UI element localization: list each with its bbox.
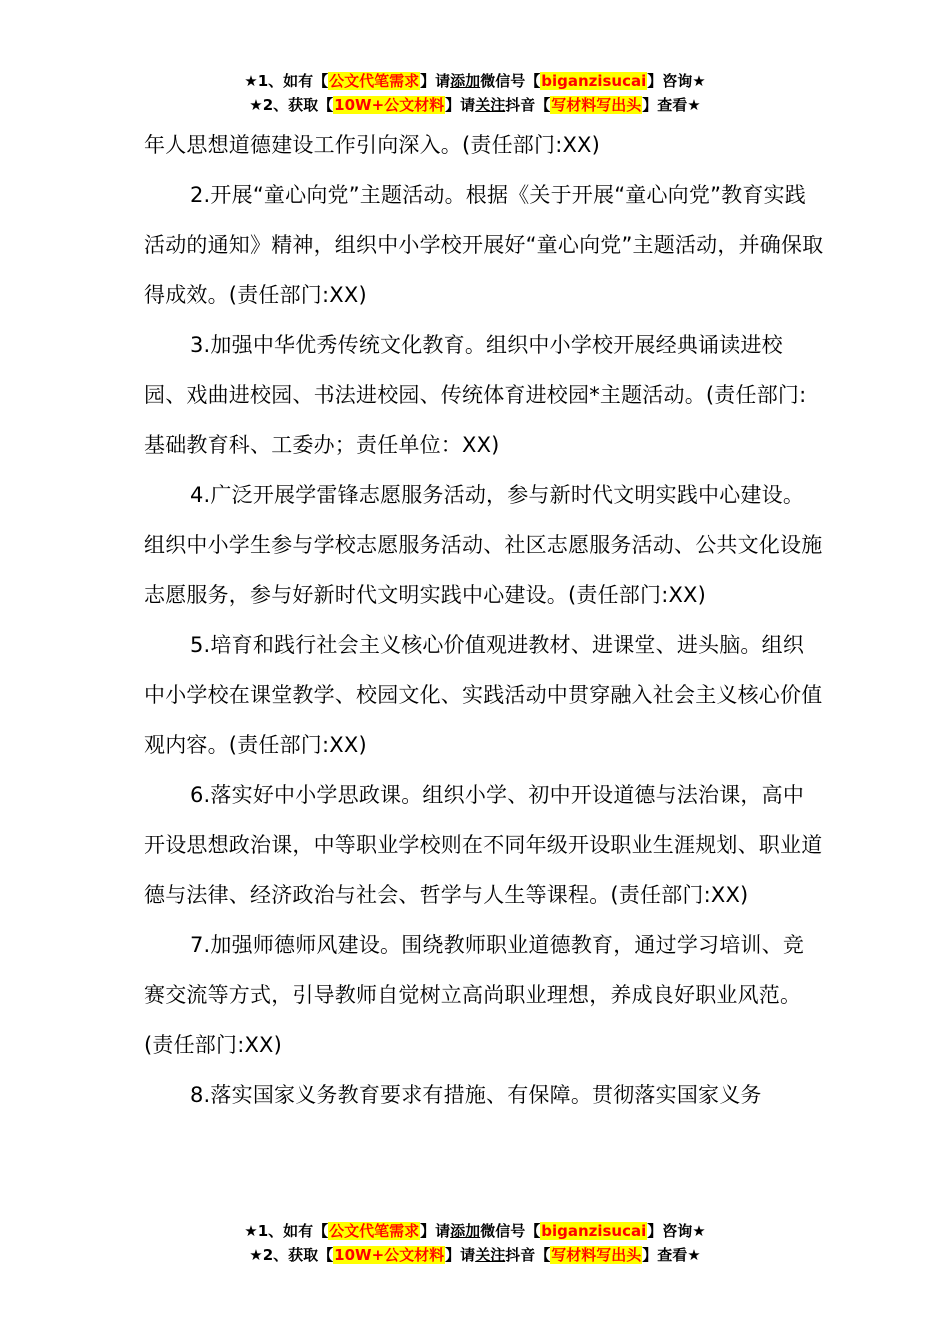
star-icon: ★ (692, 1222, 706, 1240)
promo-text: 1、如有【 (257, 1222, 329, 1240)
promo-text: 】查看 (642, 96, 688, 114)
promo-line-2 (0, 93, 950, 117)
promo-highlight: 10W+公文材料 (334, 1246, 445, 1264)
promo-text: 】请 (420, 72, 451, 90)
promo-highlight: biganzisucai (541, 1222, 647, 1240)
star-icon: ★ (692, 72, 706, 90)
paragraph-item-5: 5.培育和践行社会主义核心价值观进教材、进课堂、进头脑。组织中小学校在课堂教学、校园文化、实践活动中贯穿融入社会主义核心价值观内容。(责任部门:XX) (144, 633, 823, 757)
promo-text: 】查看 (642, 1246, 688, 1264)
promo-text: 】咨询 (647, 1222, 693, 1240)
promo-line-1 (0, 1219, 950, 1243)
promo-text: 2、获取【 (262, 1246, 334, 1264)
promo-highlight: 写材料写出头 (551, 96, 642, 114)
promo-banner-bottom (0, 1219, 950, 1267)
star-icon: ★ (244, 1222, 258, 1240)
promo-line-2 (0, 1243, 950, 1267)
promo-highlight: biganzisucai (541, 72, 647, 90)
promo-underlined: 关注 (475, 96, 506, 114)
paragraph-item-2: 2.开展“童心向党”主题活动。根据《关于开展“童心向党”教育实践活动的通知》精神，组织中小学校开展好“童心向党”主题活动，并确保取得成效。(责任部门:XX) (144, 183, 824, 307)
paragraph-item-8: 8.落实国家义务教育要求有措施、有保障。贯彻落实国家义务 (190, 1083, 762, 1107)
promo-text: 】请 (445, 96, 476, 114)
star-icon: ★ (244, 72, 258, 90)
promo-highlight: 10W+公文材料 (334, 96, 445, 114)
promo-highlight: 公文代笔需求 (329, 72, 420, 90)
promo-underlined: 添加 (450, 1222, 481, 1240)
promo-banner-top (0, 69, 950, 117)
document-body (144, 120, 824, 1120)
paragraph-item-6: 6.落实好中小学思政课。组织小学、初中开设道德与法治课，高中开设思想政治课，中等职业学校则在不同年级开设职业生涯规划、职业道德与法律、经济政治与社会、哲学与人生等课程。(责任部门:XX) (144, 783, 823, 907)
promo-underlined: 添加 (450, 72, 481, 90)
star-icon: ★ (249, 96, 263, 114)
promo-text: 2、获取【 (262, 96, 334, 114)
promo-text: 微信号【 (480, 72, 541, 90)
promo-text: 1、如有【 (257, 72, 329, 90)
promo-highlight: 写材料写出头 (551, 1246, 642, 1264)
promo-underlined: 关注 (475, 1246, 506, 1264)
paragraph-item-7: 7.加强师德师风建设。围绕教师职业道德教育，通过学习培训、竞赛交流等方式，引导教师自觉树立高尚职业理想，养成良好职业风范。(责任部门:XX) (144, 933, 805, 1057)
paragraph-item-3: 3.加强中华优秀传统文化教育。组织中小学校开展经典诵读进校园、戏曲进校园、书法进校园、传统体育进校园*主题活动。(责任部门:基础教育科、工委办；责任单位：XX) (144, 333, 807, 457)
promo-line-1 (0, 69, 950, 93)
promo-text: 】请 (420, 1222, 451, 1240)
promo-highlight: 公文代笔需求 (329, 1222, 420, 1240)
star-icon: ★ (687, 1246, 701, 1264)
promo-text: 】请 (445, 1246, 476, 1264)
promo-text: 】咨询 (647, 72, 693, 90)
paragraph-item-4: 4.广泛开展学雷锋志愿服务活动，参与新时代文明实践中心建设。组织中小学生参与学校志愿服务活动、社区志愿服务活动、公共文化设施志愿服务，参与好新时代文明实践中心建设。(责任部门:XX) (144, 483, 823, 607)
star-icon: ★ (687, 96, 701, 114)
star-icon: ★ (249, 1246, 263, 1264)
paragraph-continuation: 年人思想道德建设工作引向深入。(责任部门:XX) (144, 133, 601, 157)
promo-text: 微信号【 (480, 1222, 541, 1240)
promo-text: 抖音【 (505, 1246, 551, 1264)
promo-text: 抖音【 (505, 96, 551, 114)
